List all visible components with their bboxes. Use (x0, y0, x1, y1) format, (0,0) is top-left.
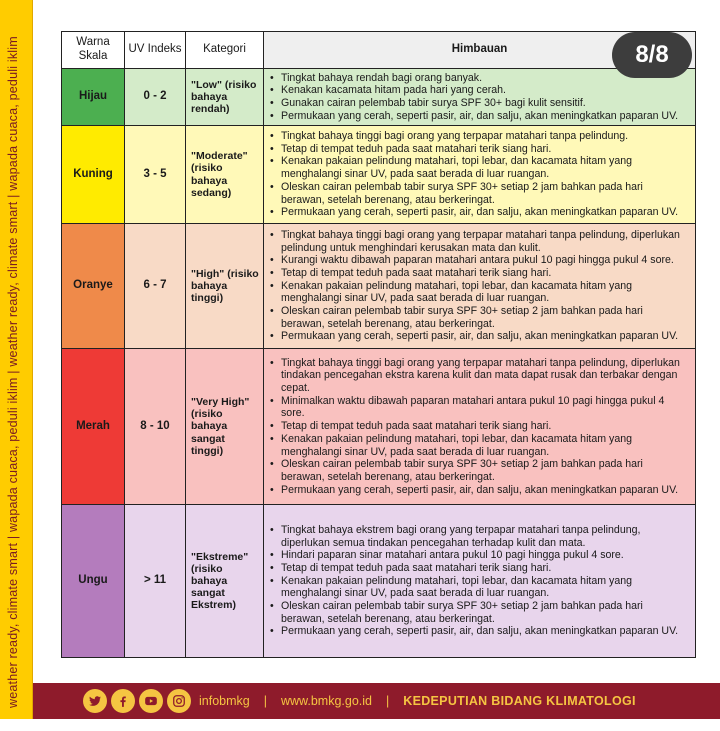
side-banner-text: weather ready, climate smart | wapada cuaca, peduli iklim | weather ready, climate smart | wapada cuaca, peduli iklim (6, 36, 20, 708)
category-cell: "Low" (risiko bahaya rendah) (186, 69, 264, 126)
advice-item: • Permukaan yang cerah, seperti pasir, air, dan salju, akan meningkatkan paparan UV. (268, 330, 689, 343)
advice-cell (264, 349, 696, 505)
advice-item: • Tetap di tempat teduh pada saat matahari terik siang hari. (268, 562, 689, 575)
advice-item: • Kenakan pakaian pelindung matahari, topi lebar, dan kacamata hitam yang menghalangi sinar UV, pada saat berada di luar ruangan. (268, 155, 689, 180)
advice-item: • Tingkat bahaya tinggi bagi orang yang terpapar matahari tanpa pelindung. (268, 130, 689, 143)
uv-index-cell: 3 - 5 (125, 126, 186, 224)
footer-divider: | (386, 694, 390, 708)
website-link[interactable]: www.bmkg.go.id (280, 694, 372, 708)
advice-item: • Kenakan pakaian pelindung matahari, topi lebar, dan kacamata hitam yang menghalangi sinar UV, pada saat berada di luar ruangan. (268, 280, 689, 305)
advice-item: • Permukaan yang cerah, seperti pasir, air, dan salju, akan meningkatkan paparan UV. (268, 206, 689, 219)
bottom-margin (0, 719, 720, 731)
advice-list (268, 229, 689, 343)
advice-item: • Oleskan cairan pelembab tabir surya SPF 30+ setiap 2 jam bahkan pada hari berawan, setelah berenang, atau berkeringat. (268, 305, 689, 330)
color-scale-cell: Kuning (62, 126, 125, 224)
advice-list (268, 72, 689, 123)
color-scale-cell: Ungu (62, 505, 125, 658)
header-warna-skala: Warna Skala (62, 32, 125, 69)
category-cell: "Very High" (risiko bahaya sangat tinggi) (186, 349, 264, 505)
social-icons (83, 689, 191, 713)
page-indicator: 8/8 (612, 32, 692, 78)
advice-list (268, 524, 689, 638)
category-cell: "Ekstreme" (risiko bahaya sangat Ekstrem) (186, 505, 264, 658)
advice-item: • Tingkat bahaya rendah bagi orang banyak. (268, 72, 689, 85)
advice-item: • Oleskan cairan pelembab tabir surya SPF 30+ setiap 2 jam bahkan pada hari berawan, setelah berenang, atau berkeringat. (268, 600, 689, 625)
advice-cell (264, 126, 696, 224)
advice-cell (264, 505, 696, 658)
advice-item: • Oleskan cairan pelembab tabir surya SPF 30+ setiap 2 jam bahkan pada hari berawan, setelah berenang, atau berkeringat. (268, 458, 689, 483)
header-uv-indeks: UV Indeks (125, 32, 186, 69)
advice-item: • Kenakan pakaian pelindung matahari, topi lebar, dan kacamata hitam yang menghalangi sinar UV, pada saat berada di luar ruangan. (268, 575, 689, 600)
advice-item: • Hindari paparan sinar matahari antara pukul 10 pagi hingga pukul 4 sore. (268, 549, 689, 562)
advice-list (268, 357, 689, 497)
category-cell: "High" (risiko bahaya tinggi) (186, 224, 264, 349)
advice-item: • Tingkat bahaya ekstrem bagi orang yang terpapar matahari tanpa pelindung, diperlukan semua tindakan pencegahan terhadap kulit dan mata. (268, 524, 689, 549)
advice-item: • Tingkat bahaya tinggi bagi orang yang terpapar matahari tanpa pelindung, diperlukan pelindung untuk menghindari kerusakan mata dan kulit. (268, 229, 689, 254)
table-row-kuning (62, 126, 696, 224)
twitter-icon[interactable] (83, 689, 107, 713)
advice-item: • Kenakan kacamata hitam pada hari yang cerah. (268, 84, 689, 97)
uv-index-cell: 6 - 7 (125, 224, 186, 349)
department-name: KEDEPUTIAN BIDANG KLIMATOLOGI (403, 694, 636, 708)
side-banner (0, 0, 33, 731)
uv-index-cell: > 11 (125, 505, 186, 658)
advice-item: • Tetap di tempat teduh pada saat matahari terik siang hari. (268, 420, 689, 433)
color-scale-cell: Merah (62, 349, 125, 505)
advice-item: • Tingkat bahaya tinggi bagi orang yang terpapar matahari tanpa pelindung, diperlukan tindakan pencegahan ekstra karena kulit dan mata dapat rusak dan terbakar dengan cepat. (268, 357, 689, 395)
table-header-row (62, 32, 696, 69)
instagram-icon[interactable] (167, 689, 191, 713)
advice-item: • Kenakan pakaian pelindung matahari, topi lebar, dan kacamata hitam yang menghalangi sinar UV, pada saat berada di luar ruangan. (268, 433, 689, 458)
header-himbauan: Himbauan (264, 32, 696, 69)
table-row-merah (62, 349, 696, 505)
uv-index-table (61, 31, 696, 658)
footer-divider: | (263, 694, 267, 708)
header-kategori: Kategori (186, 32, 264, 69)
color-scale-cell: Oranye (62, 224, 125, 349)
footer-bar (33, 683, 720, 719)
category-cell: "Moderate" (risiko bahaya sedang) (186, 126, 264, 224)
facebook-icon[interactable] (111, 689, 135, 713)
advice-item: • Oleskan cairan pelembab tabir surya SPF 30+ setiap 2 jam bahkan pada hari berawan, setelah berenang, atau berkeringat. (268, 181, 689, 206)
advice-item: • Permukaan yang cerah, seperti pasir, air, dan salju, akan meningkatkan paparan UV. (268, 625, 689, 638)
uv-index-cell: 0 - 2 (125, 69, 186, 126)
table-row-oranye (62, 224, 696, 349)
uv-index-cell: 8 - 10 (125, 349, 186, 505)
table-row-ungu (62, 505, 696, 658)
advice-item: • Permukaan yang cerah, seperti pasir, air, dan salju, akan meningkatkan paparan UV. (268, 110, 689, 123)
table-row-hijau (62, 69, 696, 126)
color-scale-cell: Hijau (62, 69, 125, 126)
advice-item: • Tetap di tempat teduh pada saat matahari terik siang hari. (268, 143, 689, 156)
advice-item: • Gunakan cairan pelembab tabir surya SPF 30+ bagi kulit sensitif. (268, 97, 689, 110)
advice-list (268, 130, 689, 219)
advice-item: • Permukaan yang cerah, seperti pasir, air, dan salju, akan meningkatkan paparan UV. (268, 484, 689, 497)
advice-cell (264, 224, 696, 349)
advice-item: • Tetap di tempat teduh pada saat matahari terik siang hari. (268, 267, 689, 280)
youtube-icon[interactable] (139, 689, 163, 713)
social-handle[interactable]: infobmkg (199, 694, 250, 708)
advice-item: • Minimalkan waktu dibawah paparan matahari antara pukul 10 pagi hingga pukul 4 sore. (268, 395, 689, 420)
advice-item: • Kurangi waktu dibawah paparan matahari antara pukul 10 pagi hingga pukul 4 sore. (268, 254, 689, 267)
